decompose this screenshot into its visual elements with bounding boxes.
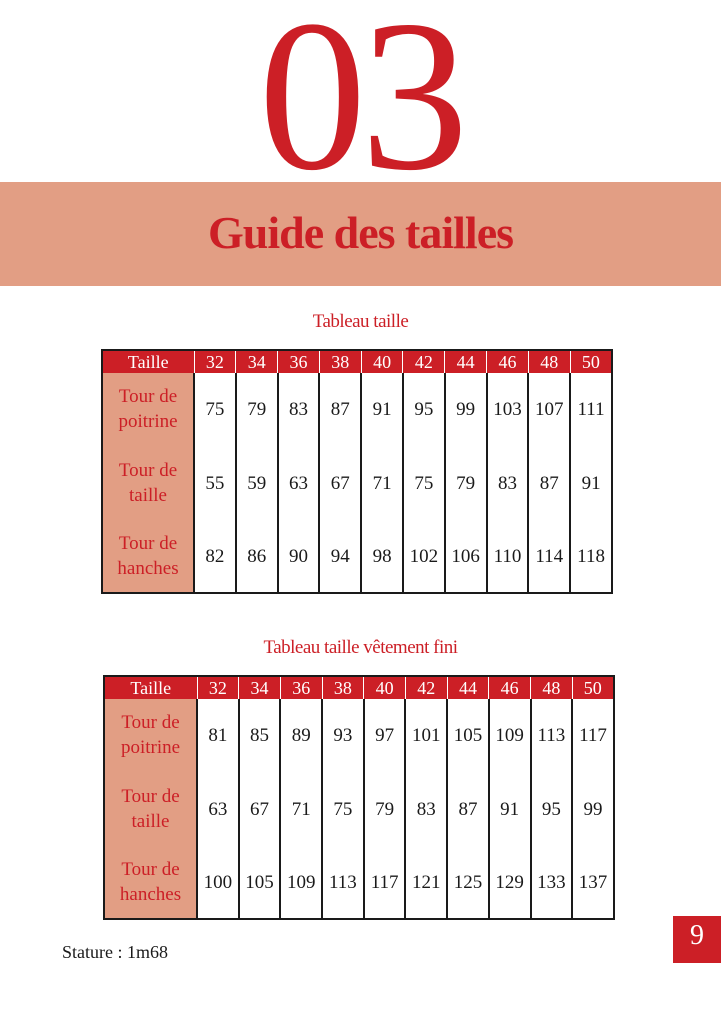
table-cell: 75 [194, 373, 236, 447]
row-label-line1: Tour de [121, 712, 180, 734]
size-header-cell: 42 [403, 350, 445, 373]
table-cell: 63 [278, 447, 320, 521]
table-cell: 79 [364, 773, 406, 847]
table-cell: 87 [528, 447, 570, 521]
table-cell: 87 [319, 373, 361, 447]
row-label-line1: Tour de [121, 786, 180, 808]
size-header-cell: 32 [194, 350, 236, 373]
row-label-line1: Tour de [118, 386, 178, 408]
table-cell: 95 [531, 773, 573, 847]
table-cell: 59 [236, 447, 278, 521]
table-cell: 93 [322, 699, 364, 773]
row-label [102, 521, 194, 593]
table-cell: 105 [239, 847, 281, 919]
size-header-cell: 40 [361, 350, 403, 373]
table-cell: 117 [572, 699, 614, 773]
row-label [104, 699, 197, 773]
size-header-cell: 36 [280, 676, 322, 699]
table-cell: 99 [572, 773, 614, 847]
table-cell: 75 [322, 773, 364, 847]
table-cell: 91 [489, 773, 531, 847]
size-header-cell: 38 [322, 676, 364, 699]
table-cell: 103 [487, 373, 529, 447]
table-cell: 113 [531, 699, 573, 773]
table-cell: 94 [319, 521, 361, 593]
size-header-cell: 48 [528, 350, 570, 373]
size-header-cell: 34 [239, 676, 281, 699]
table-caption-body: Tableau taille [312, 311, 409, 332]
size-header-cell: 42 [405, 676, 447, 699]
table-cell: 67 [319, 447, 361, 521]
table-cell: 95 [403, 373, 445, 447]
table-row [102, 447, 612, 521]
size-header-cell: 50 [572, 676, 614, 699]
size-header-cell: 48 [531, 676, 573, 699]
size-header-cell: 40 [364, 676, 406, 699]
row-label-line1: Tour de [121, 858, 180, 880]
table-cell: 85 [239, 699, 281, 773]
table-cell: 105 [447, 699, 489, 773]
table-cell: 83 [278, 373, 320, 447]
size-header-cell: 32 [197, 676, 239, 699]
table-cell: 101 [405, 699, 447, 773]
size-header-row [102, 350, 612, 373]
table-cell: 79 [236, 373, 278, 447]
size-header-cell: 36 [278, 350, 320, 373]
table-cell: 113 [322, 847, 364, 919]
table-cell: 86 [236, 521, 278, 593]
row-label [104, 847, 197, 919]
table-cell: 125 [447, 847, 489, 919]
table-cell: 114 [528, 521, 570, 593]
table-caption-garment: Tableau taille vêtement fini [263, 637, 458, 658]
stature-note: Stature : 1m68 [62, 942, 168, 962]
row-label-line1: Tour de [118, 460, 178, 482]
size-header-corner: Taille [102, 350, 194, 373]
row-label [104, 773, 197, 847]
size-header-cell: 46 [489, 676, 531, 699]
row-label-line2: poitrine [118, 411, 178, 432]
table-cell: 83 [405, 773, 447, 847]
table-cell: 100 [197, 847, 239, 919]
table-cell: 117 [364, 847, 406, 919]
table-cell: 81 [197, 699, 239, 773]
chapter-number: 03 [258, 0, 463, 215]
row-label-line2: hanches [117, 557, 179, 579]
table-row [104, 847, 614, 919]
table-cell: 121 [405, 847, 447, 919]
size-header-corner: Taille [104, 676, 197, 699]
table-cell: 83 [487, 447, 529, 521]
table-cell: 97 [364, 699, 406, 773]
table-cell: 71 [280, 773, 322, 847]
table-cell: 133 [531, 847, 573, 919]
size-table-garment [103, 675, 615, 920]
table-cell: 110 [487, 521, 529, 593]
table-cell: 63 [197, 773, 239, 847]
size-header-cell: 44 [447, 676, 489, 699]
table-cell: 87 [447, 773, 489, 847]
size-table-body [101, 349, 613, 594]
table-cell: 89 [280, 699, 322, 773]
table-cell: 106 [445, 521, 487, 593]
table-cell: 118 [570, 521, 612, 593]
table-cell: 75 [403, 447, 445, 521]
size-header-cell: 46 [487, 350, 529, 373]
table-cell: 98 [361, 521, 403, 593]
table-cell: 55 [194, 447, 236, 521]
table-cell: 79 [445, 447, 487, 521]
size-header-cell: 44 [445, 350, 487, 373]
table-cell: 99 [445, 373, 487, 447]
table-row [102, 521, 612, 593]
table-row [104, 699, 614, 773]
table-cell: 102 [403, 521, 445, 593]
row-label-line2: hanches [119, 883, 182, 905]
table-cell: 82 [194, 521, 236, 593]
page-number-badge: 9 [673, 916, 721, 963]
table-cell: 137 [572, 847, 614, 919]
table-cell: 111 [570, 373, 612, 447]
table-cell: 107 [528, 373, 570, 447]
table-row [104, 773, 614, 847]
size-header-cell: 38 [319, 350, 361, 373]
row-label [102, 447, 194, 521]
row-label-line2: taille [131, 811, 170, 832]
row-label-line2: taille [129, 485, 167, 506]
table-cell: 91 [361, 373, 403, 447]
table-cell: 129 [489, 847, 531, 919]
table-cell: 71 [361, 447, 403, 521]
size-header-cell: 50 [570, 350, 612, 373]
table-cell: 109 [280, 847, 322, 919]
size-header-cell: 34 [236, 350, 278, 373]
row-label-line1: Tour de [118, 532, 178, 554]
table-cell: 91 [570, 447, 612, 521]
table-row [102, 373, 612, 447]
row-label [102, 373, 194, 447]
table-cell: 109 [489, 699, 531, 773]
table-cell: 90 [278, 521, 320, 593]
size-header-row [104, 676, 614, 699]
page-title: Guide des tailles [207, 207, 514, 258]
table-cell: 67 [239, 773, 281, 847]
row-label-line2: poitrine [120, 737, 181, 758]
